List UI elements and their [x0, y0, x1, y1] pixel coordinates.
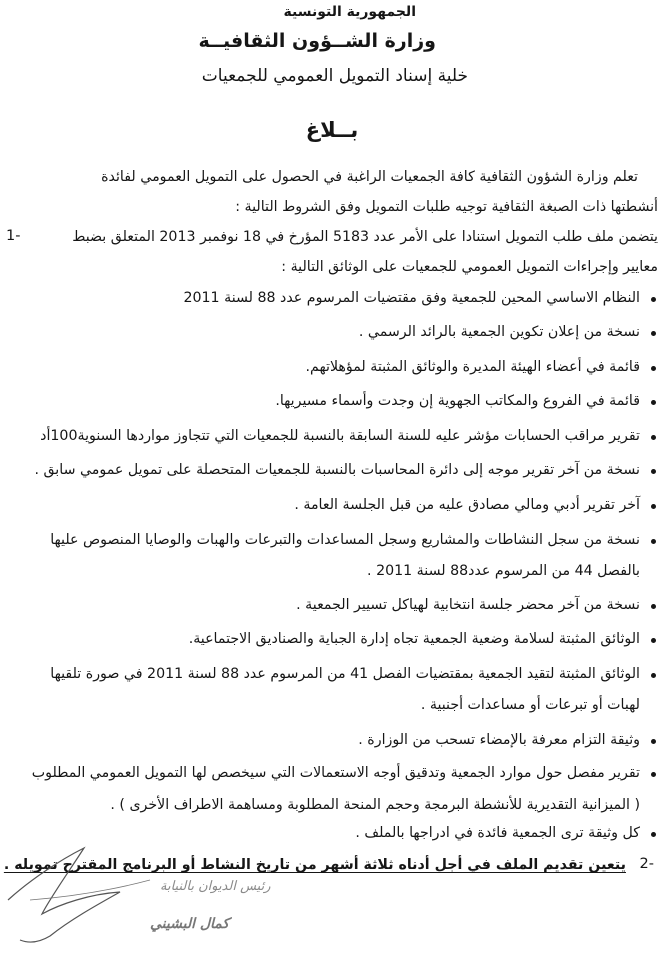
document-item: تقرير مفصل حول موارد الجمعية وتدقيق أوجه الاستعمالات التي سيخصص لها التمويل العمومي المطلوب — [31, 765, 640, 781]
intro-line-2: أنشطتها ذات الصبغة الثقافية توجيه طلبات التمويل وفق الشروط التالية : — [235, 199, 658, 215]
bullet — [651, 539, 656, 544]
bullet — [651, 366, 656, 371]
document-item: الوثائق المثبتة لتقيد الجمعية بمقتضيات الفصل 41 من المرسوم عدد 88 لسنة 2011 في صورة تلقيها — [50, 666, 640, 682]
bullet — [651, 772, 656, 777]
item-2-text: يتعين تقديم الملف في أجل أدناه ثلاثة أشهر من تاريخ النشاط أو البرنامج المقترح تمويله . — [3, 857, 626, 873]
bullet — [651, 832, 656, 837]
document-item: نسخة من آخر تقرير موجه إلى دائرة المحاسبات بالنسبة للجمعيات المتحصلة على تمويل عمومي سابق . — [34, 462, 640, 478]
document-item-continued: لهبات أو تبرعات أو مساعدات أجنبية . — [420, 697, 640, 713]
bullet — [651, 604, 656, 609]
bullet — [651, 739, 656, 744]
bullet — [651, 297, 656, 302]
document-item: كل وثيقة ترى الجمعية فائدة في ادراجها بالملف . — [355, 825, 640, 841]
document-item: نسخة من آخر محضر جلسة انتخابية لهياكل تسيير الجمعية . — [296, 597, 640, 613]
ministry-heading: وزارة الشــؤون الثقافيــة — [198, 30, 436, 52]
bullet — [651, 469, 656, 474]
document-item-continued: بالفصل 44 من المرسوم عدد88 لسنة 2011 . — [367, 563, 640, 579]
intro-line-1: تعلم وزارة الشؤون الثقافية كافة الجمعيات الراغبة في الحصول على التمويل العمومي لفائدة — [101, 169, 638, 185]
item-1-line-1: يتضمن ملف طلب التمويل استنادا على الأمر عدد 5183 المؤرخ في 18 نوفمبر 2013 المتعلق بضبط — [72, 229, 658, 245]
document-item: الوثائق المثبتة لسلامة وضعية الجمعية تجاه إدارة الجباية والصناديق الاجتماعية. — [188, 631, 640, 647]
cell-heading: خلية إسناد التمويل العمومي للجمعيات — [201, 66, 468, 86]
document-item: نسخة من إعلان تكوين الجمعية بالرائد الرسمي . — [358, 324, 640, 340]
bullet — [651, 400, 656, 405]
item-2-number: 2- — [639, 856, 654, 872]
document-item: تقرير مراقب الحسابات مؤشر عليه للسنة السابقة بالنسبة للجمعيات التي تتجاوز مواردها السنوية100أد — [40, 428, 640, 444]
document-item: قائمة في أعضاء الهيئة المديرة والوثائق المثبتة لمؤهلاتهم. — [305, 359, 640, 375]
document-item: النظام الاساسي المحين للجمعية وفق مقتضيات المرسوم عدد 88 لسنة 2011 — [183, 290, 640, 306]
signature-scribble — [8, 848, 120, 942]
document-item: نسخة من سجل النشاطات والمشاريع وسجل المساعدات والتبرعات والهبات والوصايا المنصوص عليها — [50, 532, 640, 548]
signature-stamp — [0, 840, 271, 960]
bullet — [651, 638, 656, 643]
document-item: وثيقة التزام معرفة بالإمضاء تسحب من الوزارة . — [358, 732, 640, 748]
republic-heading: الجمهورية التونسية — [283, 4, 416, 20]
bullet — [651, 504, 656, 509]
announcement-title: بــلاغ — [305, 118, 359, 142]
item-1-number: 1- — [6, 228, 21, 244]
bullet — [651, 435, 656, 440]
bullet — [651, 331, 656, 336]
document-item: قائمة في الفروع والمكاتب الجهوية إن وجدت وأسماء مسيريها. — [275, 393, 640, 409]
document-item-continued: ( الميزانية التقديرية للأنشطة البرمجة وحجم المنحة المطلوبة ومساهمة الاطراف الأخرى ) . — [110, 797, 640, 813]
signatory-title: رئيس الديوان بالنيابة — [160, 879, 271, 894]
signatory-name: كمال البشيني — [150, 916, 230, 932]
document-item: آخر تقرير أدبي ومالي مصادق عليه من قبل الجلسة العامة . — [294, 497, 640, 513]
item-1-line-2: معايير وإجراءات التمويل العمومي للجمعيات على الوثائق التالية : — [281, 259, 658, 275]
bullet — [651, 673, 656, 678]
